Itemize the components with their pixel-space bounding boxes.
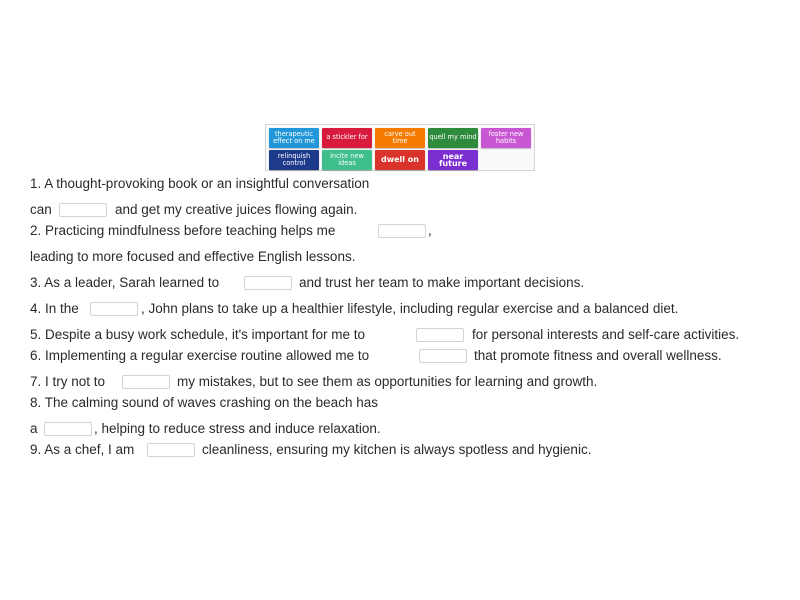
- answer-blank-5[interactable]: [416, 328, 464, 342]
- word-bank: [265, 124, 535, 171]
- word-tile-incite-new-ideas[interactable]: incite new ideas: [322, 150, 372, 170]
- sentence-3-text-before: 3. As a leader, Sarah learned to: [30, 275, 220, 290]
- word-tile-foster-new-habits[interactable]: foster new habits: [481, 128, 531, 148]
- sentence-1-text-after: and get my creative juices flowing again.: [115, 202, 358, 217]
- sentence-2-text-before: 2. Practicing mindfulness before teaching helps me: [30, 223, 336, 238]
- sentence-7-text-before: 7. I try not to: [30, 374, 106, 389]
- word-tile-quell-my-mind[interactable]: quell my mind: [428, 128, 478, 148]
- sentence-6-text-after: that promote fitness and overall wellness.: [474, 348, 722, 363]
- sentence-5-text-after: for personal interests and self-care activities.: [472, 327, 740, 342]
- sentence-8-text-after: , helping to reduce stress and induce relaxation.: [94, 421, 381, 436]
- answer-blank-2[interactable]: [378, 224, 426, 238]
- sentence-3-text-after: and trust her team to make important decisions.: [299, 275, 585, 290]
- sentence-9-text-after: cleanliness, ensuring my kitchen is always spotless and hygienic.: [202, 442, 592, 457]
- word-tile-therapeutic-effect-on-me[interactable]: therapeutic effect on me: [269, 128, 319, 148]
- sentence-7-text-after: my mistakes, but to see them as opportunities for learning and growth.: [177, 374, 598, 389]
- sentence-5-text-before: 5. Despite a busy work schedule, it's important for me to: [30, 327, 365, 342]
- answer-blank-8[interactable]: [44, 422, 92, 436]
- sentence-2-comma: ,: [428, 223, 432, 238]
- sentence-2-line-2: leading to more focused and effective English lessons.: [30, 249, 356, 264]
- answer-blank-3[interactable]: [244, 276, 292, 290]
- answer-blank-9[interactable]: [147, 443, 195, 457]
- word-tile-relinquish-control[interactable]: relinquish control: [269, 150, 319, 170]
- word-tile-dwell-on[interactable]: dwell on: [375, 150, 425, 170]
- answer-blank-7[interactable]: [122, 375, 170, 389]
- answer-blank-6[interactable]: [419, 349, 467, 363]
- sentence-1-text-before: can: [30, 202, 52, 217]
- word-tile-near-future[interactable]: near future: [428, 150, 478, 170]
- sentence-4-text-after: , John plans to take up a healthier lifestyle, including regular exercise and a balanced diet.: [141, 301, 679, 316]
- word-tile-carve-out-time[interactable]: carve out time: [375, 128, 425, 148]
- answer-blank-4[interactable]: [90, 302, 138, 316]
- sentence-8-line-1: 8. The calming sound of waves crashing on the beach has: [30, 395, 378, 410]
- word-tile-a-stickler-for[interactable]: a stickler for: [322, 128, 372, 148]
- sentence-8-text-before: a: [30, 421, 38, 436]
- sentence-4-text-before: 4. In the: [30, 301, 79, 316]
- answer-blank-1[interactable]: [59, 203, 107, 217]
- sentence-6-text-before: 6. Implementing a regular exercise routine allowed me to: [30, 348, 370, 363]
- sentence-1-line-1: 1. A thought-provoking book or an insightful conversation: [30, 176, 370, 191]
- sentence-9-text-before: 9. As a chef, I am: [30, 442, 135, 457]
